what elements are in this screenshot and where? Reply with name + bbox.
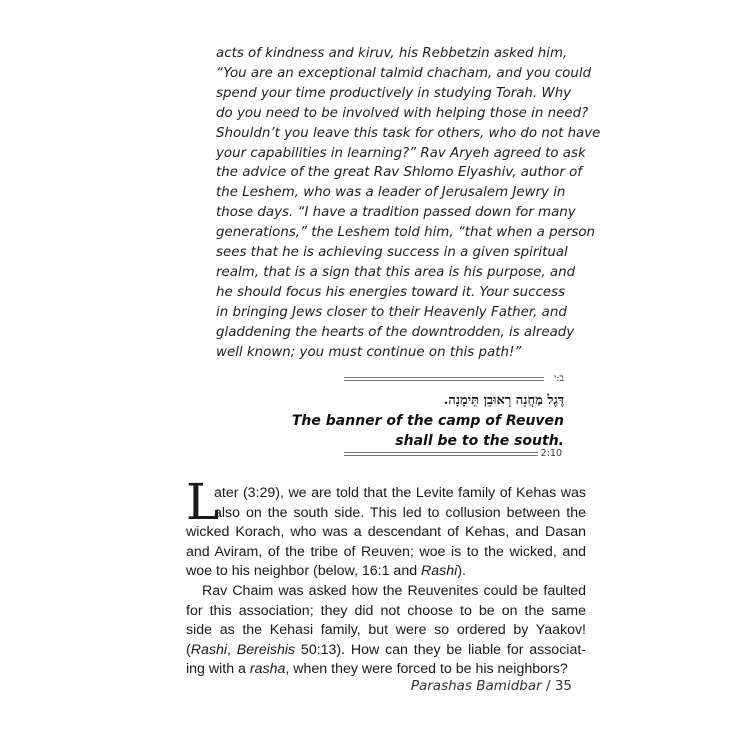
body-text <box>186 484 586 680</box>
body-line <box>186 660 586 680</box>
running-title: Parashas Bamidbar <box>410 678 542 694</box>
quote-line: well known; you must continue on this path!” <box>216 344 522 360</box>
body-text-run: , when they were forced to be his neighbors? <box>285 661 568 678</box>
body-line <box>186 641 586 661</box>
quote-line: sees that he is achieving success in a given spiritual <box>216 245 568 261</box>
footer-separator: / <box>541 678 555 694</box>
verse-english-line: shall be to the south. <box>395 432 564 449</box>
body-italic-run: Rashi <box>190 641 228 658</box>
page-number: 35 <box>554 678 572 694</box>
body-text-run: 50:13). How can they be liable for associat- <box>295 641 586 658</box>
quote-line: the advice of the great Rav Shlomo Elyashiv, author of <box>216 165 583 181</box>
quote-line: Shouldn’t you leave this task for others, who do not have <box>216 125 601 141</box>
body-text-run: woe to his neighbor (below, 16:1 and <box>186 563 422 580</box>
body-text-run: ing with a <box>186 661 250 678</box>
body-line: ater (3:29), we are told that the Levite family of Kehas was <box>214 485 586 501</box>
quote-line: in bringing Jews closer to their Heavenly Father, and <box>216 304 567 320</box>
verse-rule-bottom <box>344 452 538 456</box>
quote-line: your capabilities in learning?” Rav Aryeh agreed to ask <box>216 145 586 161</box>
quote-line: generations,” the Leshem told him, “that when a person <box>216 225 596 241</box>
verse-english-line: The banner of the camp of Reuven <box>291 413 564 429</box>
verse-rule-top <box>344 377 544 381</box>
body-line: and Aviram, of the tribe of Reuven; woe is to the wicked, and <box>186 543 586 560</box>
body-line: also on the south side. This led to collusion between the <box>214 504 586 521</box>
quote-line: do you need to be involved with helping those in need? <box>216 105 589 121</box>
body-italic-run: Bereishis <box>236 641 296 658</box>
body-line: wicked Korach, who was a descendant of Kehas, and Dasan <box>186 524 586 541</box>
verse-hebrew-text: דֶּגֶל מַחֲנֵה רְאוּבֵן תֵּימָנָה. <box>443 393 564 408</box>
body-italic-run: Rashi <box>421 563 458 580</box>
quote-line: realm, that is a sign that this area is his purpose, and <box>216 264 576 280</box>
verse-english-text <box>292 412 564 451</box>
quote-line: the Leshem, who was a leader of Jerusalem Jewry in <box>216 185 566 201</box>
body-line <box>186 562 586 582</box>
quote-line: gladdening the hearts of the downtrodden, is already <box>216 324 575 340</box>
story-quote-block <box>216 44 601 363</box>
body-line: side as the Kehasi family, but were so ordered by Yaakov! <box>186 622 586 639</box>
page-footer <box>411 678 572 694</box>
body-text-run: ( <box>186 641 191 658</box>
quote-line: acts of kindness and kiruv, his Rebbetzin asked him, <box>216 46 568 61</box>
quote-line: spend your time productively in studying Torah. Why <box>216 85 572 101</box>
quote-line: those days. “I have a tradition passed down for many <box>216 205 576 221</box>
quote-line: “You are an exceptional talmid chacham, and you could <box>216 65 592 81</box>
body-text-run: ). <box>457 563 466 580</box>
verse-ref-number: 2:10 <box>540 448 562 459</box>
body-italic-run: rasha <box>249 661 286 678</box>
body-line: Rav Chaim was asked how the Reuvenites could be faulted <box>202 582 586 599</box>
drop-cap: L <box>186 473 220 531</box>
body-line: for this association; they did not choose to be on the same <box>186 602 586 619</box>
verse-ref-hebrew: ב:י <box>553 373 564 384</box>
body-text-run: , <box>227 641 237 658</box>
quote-line: he should focus his energies toward it. Your success <box>216 284 566 300</box>
